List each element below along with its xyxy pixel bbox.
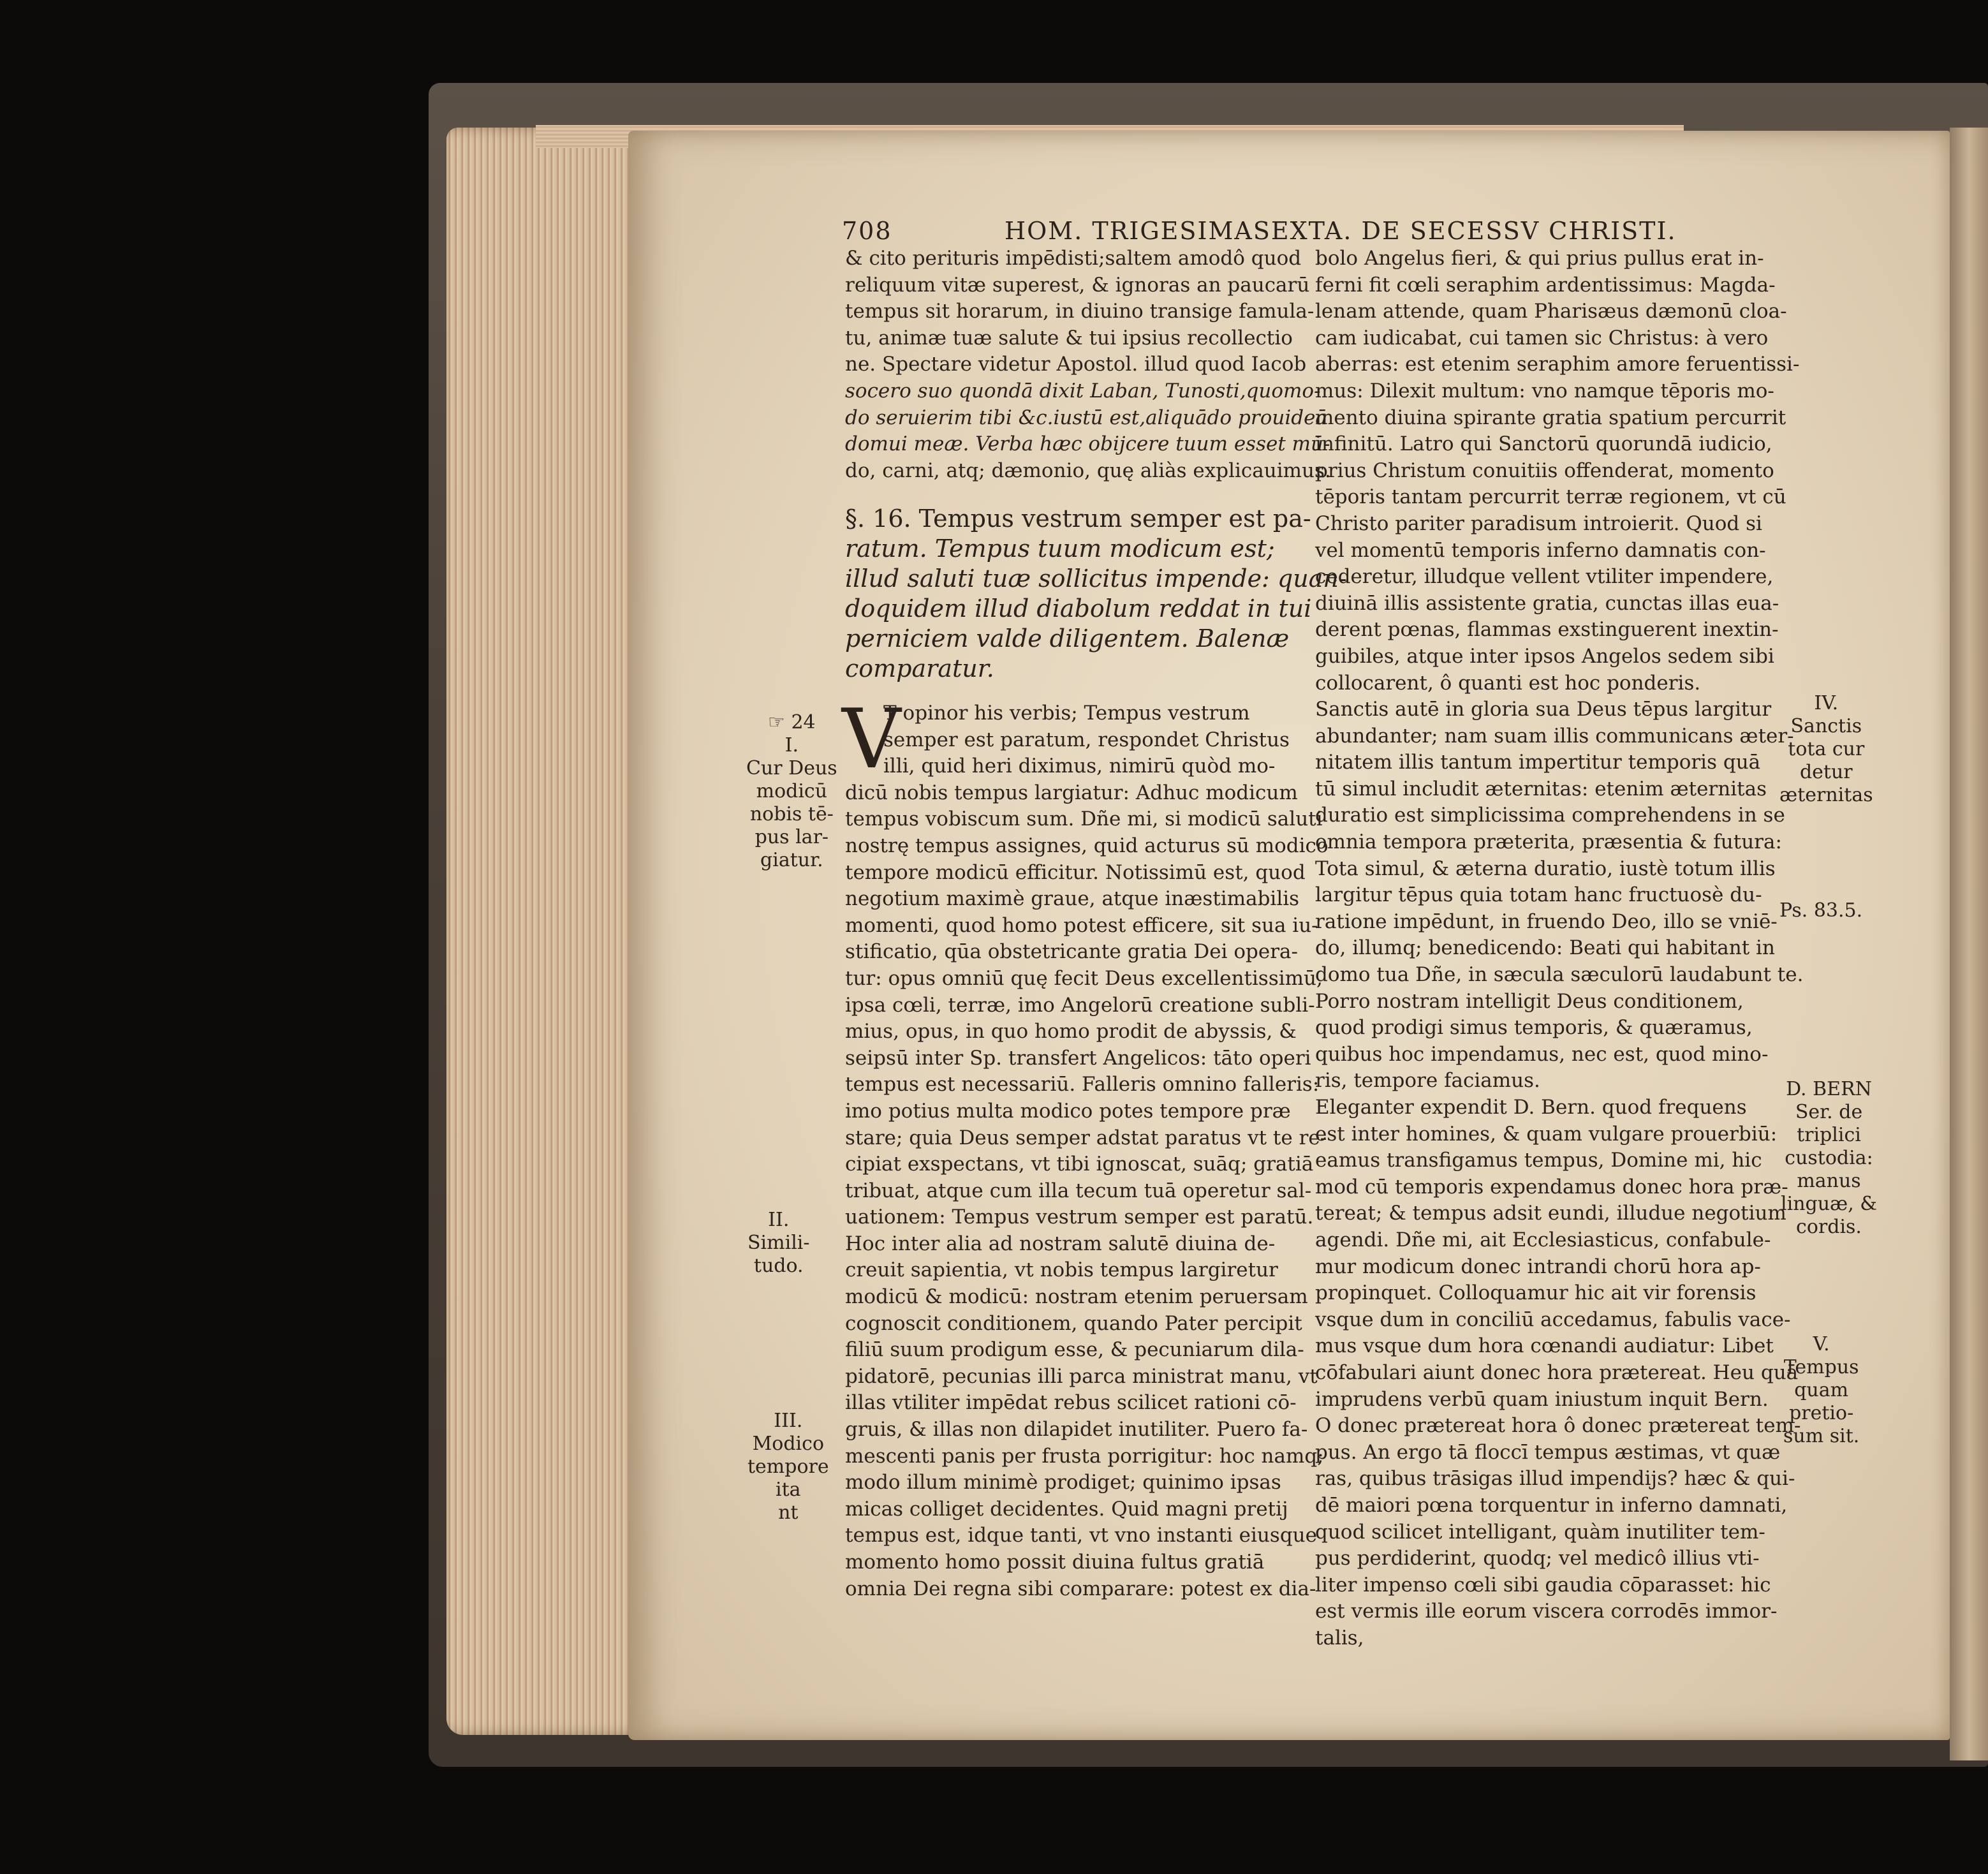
text-line: stare; quia Deus semper adstat paratus vt te re- — [845, 1126, 1327, 1149]
text-line: domui meæ. Verba hæc obijcere tuum esset mū- — [845, 432, 1330, 456]
text-line: derent pœnas, flammas exstinguerent inextin- — [1315, 618, 1779, 642]
text-line: ipsa cœli, terræ, imo Angelorū creatione subli- — [845, 993, 1315, 1017]
text-line: tu, animæ tuæ salute & tui ipsius recollectio — [845, 326, 1293, 350]
text-line: IV. — [1814, 692, 1839, 714]
text-line: tur: opus omniū quę fecit Deus excellentissimū, — [845, 966, 1323, 990]
text-line: imprudens verbū quam iniustum inquit Bern. — [1315, 1387, 1769, 1411]
text-line: cederetur, illudque vellent vtiliter impendere, — [1315, 565, 1774, 589]
text-line: modicū & modicū: nostram etenim peruersam — [845, 1285, 1308, 1309]
text-line: aberras: est etenim seraphim amore feruentissi- — [1315, 353, 1800, 376]
margin-note-3 — [747, 1410, 829, 1524]
text-line: uationem: Tempus vestrum semper est paratū. — [845, 1206, 1314, 1229]
drop-cap: V — [842, 692, 901, 787]
left-column-top — [845, 246, 1331, 484]
text-line: imo potius multa modico potes tempore præ — [845, 1099, 1291, 1123]
text-line: V. — [1813, 1333, 1830, 1355]
text-line: domo tua Dñe, in sæcula sæculorū laudabunt te. — [1315, 963, 1804, 987]
right-column — [1315, 246, 1803, 1651]
text-line: cipiat exspectans, vt tibi ignoscat, suāq; gratiā — [845, 1153, 1314, 1176]
text-line: ras, quibus trāsigas illud impendijs? hæc & qui- — [1315, 1467, 1795, 1491]
text-line: negotium maximè graue, atque inæstimabilis — [845, 887, 1300, 911]
text-line: tempus vobiscum sum. Dñe mi, si modicū saluti — [845, 808, 1323, 831]
text-line: liter impenso cœli sibi gaudia cōparasset: hic — [1315, 1573, 1771, 1597]
text-line: cam iudicabat, cui tamen sic Christus: à vero — [1315, 326, 1769, 350]
text-line: modicū — [756, 780, 828, 802]
margin-note-4 — [1779, 692, 1873, 807]
text-line: do, illumq; benedicendo: Beati qui habitant in — [1315, 936, 1775, 960]
text-line: filiū suum prodigum esse, & pecuniarum dila- — [845, 1338, 1304, 1362]
text-line: Hoc inter alia ad nostram salutē diuina de- — [845, 1232, 1276, 1255]
text-line: triplici — [1797, 1124, 1861, 1146]
text-line: nt — [778, 1501, 799, 1524]
text-line: tempus est, idque tanti, vt vno instanti eiusque — [845, 1524, 1317, 1547]
text-line: Tempus — [1783, 1356, 1859, 1378]
text-line: nostrę tempus assignes, quid acturus sū modico — [845, 834, 1329, 857]
text-line: momenti, quod homo potest efficere, sit sua iu- — [845, 913, 1318, 937]
margin-note-1 — [746, 711, 837, 872]
text-line: do, carni, atq; dæmonio, quę aliàs explicauimus. — [845, 459, 1331, 482]
text-line: tempore — [747, 1456, 829, 1478]
text-line: custodia: — [1785, 1147, 1873, 1169]
text-line: momento homo possit diuina fultus gratiā — [845, 1551, 1265, 1574]
text-line: creuit sapientia, vt nobis tempus largiretur — [845, 1258, 1278, 1282]
text-line: sum sit. — [1783, 1425, 1860, 1447]
text-line: Modico — [752, 1433, 825, 1455]
text-line: nitatem illis tantum impertitur temporis quā — [1315, 751, 1761, 774]
margin-note-7 — [1783, 1333, 1859, 1448]
text-line: modo illum minimè prodiget; quinimo ipsas — [845, 1471, 1281, 1494]
text-line: pidatorē, pecunias illi parca ministrat manu, vt — [845, 1364, 1318, 1388]
facing-page-edge — [1950, 128, 1988, 1760]
text-line: dicū nobis tempus largiatur: Adhuc modicum — [845, 781, 1298, 804]
text-line: Eleganter expendit D. Bern. quod frequens — [1315, 1096, 1747, 1119]
text-line: Cur Deus — [746, 757, 837, 779]
text-line: quam — [1794, 1379, 1849, 1401]
text-line: pus. An ergo tā floccī tempus æstimas, vt quæ — [1315, 1440, 1781, 1464]
text-line: propinquet. Colloquamur hic ait vir forensis — [1315, 1281, 1756, 1305]
text-line: est vermis ille eorum viscera corrodēs immor- — [1315, 1600, 1778, 1623]
text-line: largitur tēpus quia totam hanc fructuosè du- — [1315, 883, 1762, 907]
text-line: tudo. — [753, 1255, 804, 1277]
text-line: illi, quid heri diximus, nimirū quòd mo- — [883, 755, 1276, 778]
text-line: stificatio, qūa obstetricante gratia Dei opera- — [845, 940, 1299, 964]
text-line: I. — [784, 734, 799, 756]
text-line: tempus sit horarum, in diuino transige famula- — [845, 300, 1314, 323]
text-line: §. 16. Tempus vestrum semper est pa- — [845, 505, 1311, 533]
text-line: quod prodigi simus temporis, & quæramus, — [1315, 1016, 1753, 1040]
text-line: mius, opus, in quo homo prodit de abyssis, & — [845, 1020, 1297, 1044]
text-line: reliquum vitæ superest, & ignoras an paucarū — [845, 273, 1310, 297]
text-line: T opinor his verbis; Tempus vestrum — [883, 702, 1250, 725]
margin-note-6 — [1781, 1078, 1877, 1239]
text-line: comparatur. — [845, 654, 994, 682]
text-line: æternitas — [1779, 784, 1873, 806]
text-line: perniciem valde diligentem. Balenæ — [845, 624, 1290, 653]
section-heading — [845, 504, 1347, 684]
text-line: mento diuina spirante gratia spatium percurrit — [1315, 406, 1786, 429]
text-line: nobis tē- — [749, 803, 834, 825]
text-line: micas colliget decidentes. Quid magni pretij — [845, 1497, 1288, 1521]
text-line: cognoscit conditionem, quando Pater percipit — [845, 1311, 1302, 1335]
text-line: III. — [774, 1410, 803, 1432]
text-line: linguæ, & — [1781, 1193, 1878, 1215]
text-line: tereat; & tempus adsit eundi, illudue negotium — [1315, 1202, 1786, 1225]
margin-note-5 — [1779, 899, 1862, 922]
text-line: Sanctis — [1790, 715, 1862, 737]
text-line: est inter homines, & quam vulgare prouerbiū: — [1315, 1122, 1778, 1146]
text-line: mur modicum donec intrandi chorū hora ap- — [1315, 1255, 1761, 1278]
text-line: eamus transfigamus tempus, Domine mi, hic — [1315, 1149, 1762, 1172]
text-line: mod cū temporis expendamus donec hora præ- — [1315, 1175, 1788, 1199]
text-line: talis, — [1315, 1626, 1364, 1649]
text-line: Christo pariter paradisum introierit. Quod si — [1315, 512, 1762, 535]
text-line: & cito perituris impēdisti;saltem amodô quod — [845, 247, 1302, 270]
text-line: cōfabulari aiunt donec hora prætereat. Heu quā — [1315, 1361, 1799, 1384]
text-line: mus vsque dum hora cœnandi audiatur: Libet — [1315, 1334, 1774, 1358]
text-line: quibus hoc impendamus, nec est, quod mino- — [1315, 1042, 1769, 1066]
text-line: socero suo quondā dixit Laban, Tunosti,quomo- — [845, 379, 1321, 402]
left-column-main — [845, 700, 1329, 1602]
running-head: HOM. TRIGESIMASEXTA. DE SECESSV CHRISTI. — [1005, 217, 1677, 245]
text-line: giatur. — [760, 849, 823, 871]
text-line: pus lar- — [755, 826, 829, 848]
text-line: ratum. Tempus tuum modicum est; — [845, 535, 1275, 563]
text-line: mescenti panis per frusta porrigitur: hoc namq; — [845, 1444, 1324, 1468]
text-line: doquidem illud diabolum reddat in tui — [845, 594, 1312, 623]
page-number: 708 — [842, 217, 892, 245]
text-line: O donec prætereat hora ô donec prætereat tem- — [1315, 1414, 1801, 1438]
text-line: II. — [768, 1209, 790, 1231]
text-line: ne. Spectare videtur Apostol. illud quod Iacob — [845, 353, 1307, 376]
text-line: do seruierim tibi &c.iustū est,aliquādo prouideā — [845, 406, 1327, 429]
text-line: ita — [776, 1479, 801, 1501]
text-line: vsque dum in conciliū accedamus, fabulis vace- — [1315, 1308, 1791, 1331]
text-line: bolo Angelus fieri, & qui prius pullus erat in- — [1315, 247, 1764, 270]
text-line: ferni fit cœli seraphim ardentissimus: Magda- — [1315, 273, 1776, 297]
text-line: tribuat, atque cum illa tecum tuā operetur sal- — [845, 1179, 1312, 1202]
text-line: dē maiori pœna torquentur in inferno damnati, — [1315, 1493, 1788, 1517]
text-line: quod scilicet intelligant, quàm inutiliter tem- — [1315, 1520, 1765, 1544]
text-line: diuinā illis assistente gratia, cunctas illas eua- — [1315, 591, 1779, 615]
text-line: semper est paratum, respondet Christus — [883, 728, 1290, 751]
text-line: collocarent, ô quanti est hoc ponderis. — [1315, 671, 1701, 695]
text-line: lenam attende, quam Pharisæus dæmonū cloa- — [1315, 300, 1787, 323]
text-line: cordis. — [1796, 1216, 1862, 1238]
text-line: vel momentū temporis inferno damnatis con- — [1315, 538, 1766, 562]
text-line: Ps. 83.5. — [1779, 899, 1863, 922]
text-line: prius Christum conuitiis offenderat, momento — [1315, 459, 1774, 482]
text-line: omnia Dei regna sibi comparare: potest ex dia- — [845, 1577, 1316, 1600]
text-line: seipsū inter Sp. transfert Angelicos: tāto operi — [845, 1046, 1311, 1070]
text-line: tēporis tantam percurrit terræ regionem, vt cū — [1315, 485, 1786, 509]
text-line: pretio- — [1789, 1402, 1854, 1424]
text-line: Sanctis autē in gloria sua Deus tēpus largitur — [1315, 698, 1772, 721]
text-line: tempus est necessariū. Falleris omnino falleris: — [845, 1073, 1320, 1096]
text-line: Porro nostram intelligit Deus conditionem, — [1315, 989, 1744, 1013]
text-line: detur — [1799, 761, 1853, 783]
text-line: mus: Dilexit multum: vno namque tēporis mo- — [1315, 379, 1774, 402]
text-line: tota cur — [1788, 738, 1865, 760]
text-line: manus — [1797, 1170, 1861, 1192]
text-line: illas vtiliter impēdat rebus scilicet rationi cō- — [845, 1391, 1297, 1415]
text-line: omnia tempora præterita, præsentia & futura: — [1315, 830, 1782, 854]
text-line: illud saluti tuæ sollicitus impende: quan- — [845, 564, 1347, 593]
text-line: pus perdiderint, quodq; vel medicô illius vti- — [1315, 1547, 1760, 1570]
text-line: infinitū. Latro qui Sanctorū quorundā iudicio, — [1315, 432, 1772, 456]
text-line: guibiles, atque inter ipsos Angelos sedem sibi — [1315, 644, 1774, 668]
text-line: agendi. Dñe mi, ait Ecclesiasticus, confabule- — [1315, 1228, 1771, 1251]
text-line: Tota simul, & æterna duratio, iustè totum illis — [1315, 857, 1776, 880]
text-line: ris, tempore faciamus. — [1315, 1069, 1540, 1093]
text-line: abundanter; nam suam illis communicans æter- — [1315, 724, 1794, 748]
text-line: duratio est simplicissima comprehendens in se — [1315, 804, 1785, 827]
margin-note-2 — [747, 1209, 810, 1278]
text-line: tū simul includit æternitas: etenim æternitas — [1315, 777, 1767, 801]
text-line: ☞ 24 — [768, 711, 816, 734]
text-line: D. BERN — [1786, 1078, 1872, 1100]
text-line: ratione impēdunt, in fruendo Deo, illo se vniē- — [1315, 910, 1778, 933]
text-line: gruis, & illas non dilapidet inutiliter. Puero fa- — [845, 1418, 1308, 1442]
text-line: Simili- — [747, 1232, 810, 1254]
text-line: Ser. de — [1795, 1101, 1863, 1123]
text-line: tempore modicū efficitur. Notissimū est, quod — [845, 860, 1306, 884]
